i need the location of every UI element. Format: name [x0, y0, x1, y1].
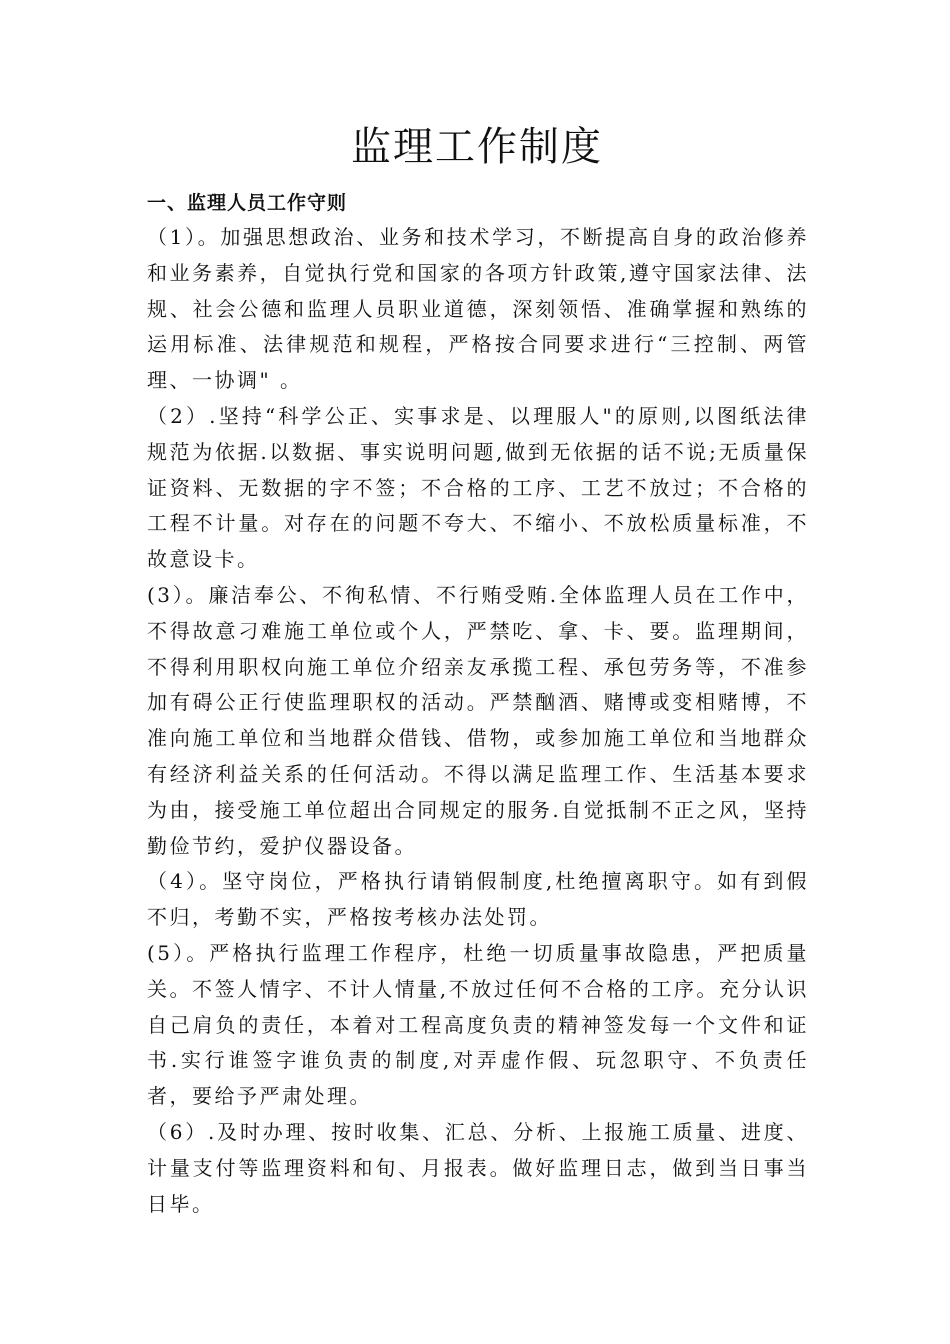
paragraph-4: （4）。坚守岗位，严格执行请销假制度,杜绝擅离职守。如有到假不归，考勤不实，严格按考核办法处罚。: [147, 869, 809, 930]
section-heading: 一、监理人员工作守则: [147, 192, 348, 214]
paragraph-6: （6）.及时办理、按时收集、汇总、分析、上报施工质量、进度、计量支付等监理资料和旬、月报表。做好监理日志，做到当日事当日毕。: [147, 1119, 809, 1216]
paragraph-2: （2）.坚持“科学公正、实事求是、以理服人"的原则,以图纸法律规范为依据.以数据、事实说明问题,做到无依据的话不说;无质量保证资料、无数据的字不签；不合格的工序、工艺不放过；不合格的工程不计量。对存在的问题不夸大、不缩小、不放松质量标准，不故意设卡。: [147, 403, 809, 572]
paragraph-3: (3）。廉洁奉公、不徇私情、不行贿受贿.全体监理人员在工作中，不得故意刁难施工单位或个人，严禁吃、拿、卡、要。监理期间，不得利用职权向施工单位介绍亲友承揽工程、承包劳务等，不准参加有碍公正行使监理职权的活动。严禁酗酒、赌博或变相赌博，不准向施工单位和当地群众借钱、借物，或参加施工单位和当地群众有经济利益关系的任何活动。不得以满足监理工作、生活基本要求为由，接受施工单位超出合同规定的服务.自觉抵制不正之风，坚持勤俭节约，爱护仪器设备。: [147, 582, 809, 858]
document-page: [147, 0, 827, 1222]
paragraph-5: (5）。严格执行监理工作程序，杜绝一切质量事故隐患，严把质量关。不签人情字、不计人情量,不放过任何不合格的工序。充分认识自己肩负的责任，本着对工程高度负责的精神签发每一个文件和证书.实行谁签字谁负责的制度,对弄虚作假、玩忽职守、不负责任者，要给予严肃处理。: [147, 940, 809, 1109]
paragraph-1: （1）。加强思想政治、业务和技术学习，不断提高自身的政治修养和业务素养，自觉执行党和国家的各项方针政策,遵守国家法律、法规、社会公德和监理人员职业道德，深刻领悟、准确掌握和熟练的运用标准、法律规范和规程，严格按合同要求进行“三控制、两管理、一协调" 。: [147, 225, 809, 393]
document-title: 监理工作制度: [351, 124, 603, 170]
